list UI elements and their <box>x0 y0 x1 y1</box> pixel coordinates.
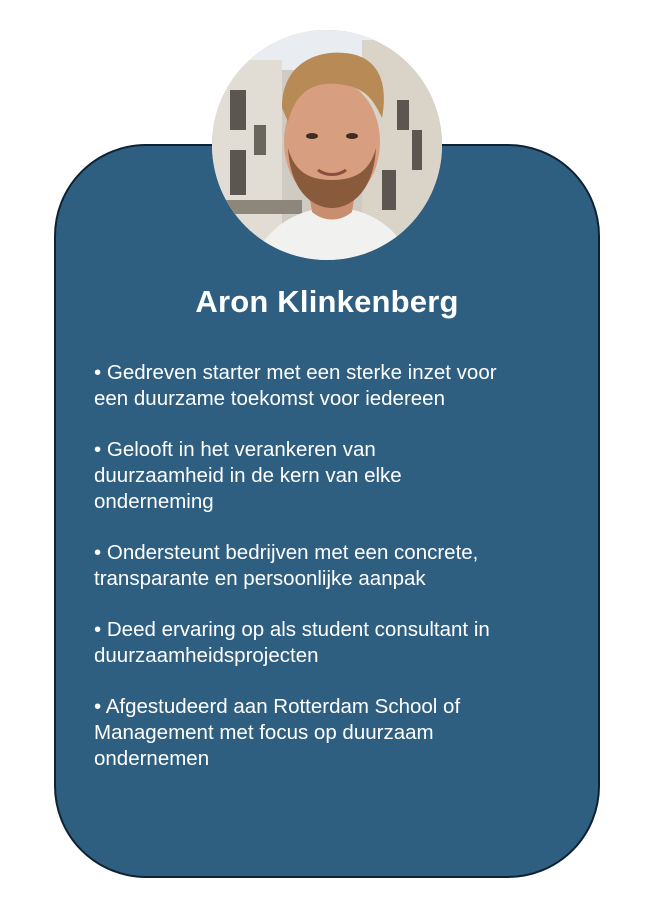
bio-list <box>94 360 574 797</box>
bio-item: • Gelooft in het verankeren van duurzaamheid in de kern van elke onderneming <box>94 438 402 513</box>
profile-photo <box>212 30 442 260</box>
bio-item: • Afgestudeerd aan Rotterdam School of Management met focus op duurzaam ondernemen <box>94 695 461 770</box>
profile-name: Aron Klinkenberg <box>195 284 459 319</box>
bio-item: • Ondersteunt bedrijven met een concrete, transparante en persoonlijke aanpak <box>94 541 479 590</box>
bio-item: • Gedreven starter met een sterke inzet voor een duurzame toekomst voor iedereen <box>94 361 497 410</box>
bio-item: • Deed ervaring op als student consultant in duurzaamheidsprojecten <box>94 618 490 667</box>
